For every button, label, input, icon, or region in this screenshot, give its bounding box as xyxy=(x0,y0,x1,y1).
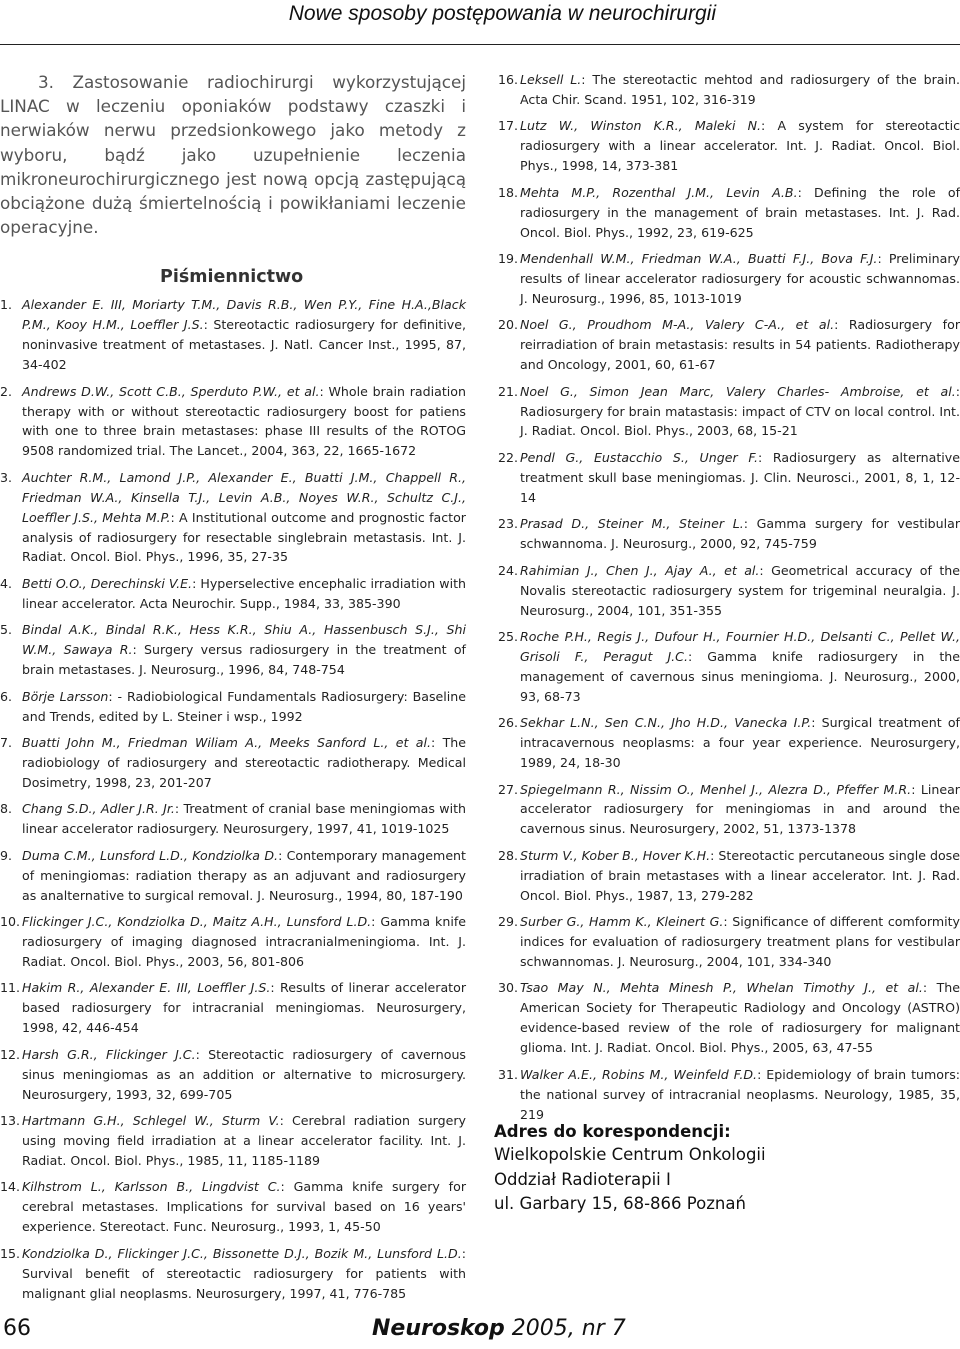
address-line: ul. Garbary 15, 68-866 Poznań xyxy=(494,1194,746,1213)
reference-citation: : Stereotactic percutaneous single dose irradiation of brain metastases with a linear accelerator. Int. J. Rad. Oncol. Biol. Phys., 1987, 13, 279-282 xyxy=(520,847,960,903)
reference-item xyxy=(0,1045,466,1105)
reference-item xyxy=(0,1177,466,1237)
reference-citation: : Gamma knife radiosurgery in the management of cavernous sinus meningioma. J. Neurosurg., 2000, 93, 68-73 xyxy=(520,648,960,704)
reference-text xyxy=(22,1177,466,1237)
reference-number: 23. xyxy=(498,516,519,532)
reference-number: 22. xyxy=(498,449,519,465)
reference-item xyxy=(0,574,466,614)
reference-citation: : - Radiobiological Fundamentals Radiosurgery: Baseline and Trends, edited by L. Steiner i wsp., 1992 xyxy=(22,688,466,724)
reference-text xyxy=(520,249,960,309)
reference-authors: Pendl G., Eustacchio S., Unger F. xyxy=(520,449,758,465)
reference-number: 28. xyxy=(498,847,519,863)
reference-citation: : Survival benefit of stereotactic radiosurgery for patients with malignant glial neoplasms. Neurosurgery, 1997, 41, 776-785 xyxy=(22,1245,466,1301)
reference-authors: Lutz W., Winston K.R., Maleki N. xyxy=(520,118,762,134)
reference-text xyxy=(520,627,960,707)
reference-item xyxy=(498,70,960,110)
intro-paragraph: 3. Zastosowanie radiochirurgi wykorzystującej LINAC w leczeniu oponiaków podstawy czaszki i nerwiaków nerwu przedsionkowego jako metody z wyboru, bądź jako uzupełnienie leczenia mikroneurochirurgicznego jest nową opcją zastępującą obciążone dużą śmiertelnością i powikłaniami leczenie operacyjne. xyxy=(0,72,466,238)
reference-authors: Flickinger J.C., Kondziolka D., Maitz A.H., Lunsford L.D. xyxy=(22,914,372,930)
reference-authors: Kilhstrom L., Karlsson B., Lingdvist C. xyxy=(22,1179,281,1195)
reference-item xyxy=(498,627,960,707)
reference-citation: : Surgery versus radiosurgery in the treatment of brain metastases. J. Neurosurg., 1996, 84, 748-754 xyxy=(22,642,466,678)
journal-issue: 2005, nr 7 xyxy=(511,1316,626,1341)
reference-number: 2. xyxy=(0,383,13,399)
reference-text xyxy=(22,574,466,614)
reference-number: 19. xyxy=(498,251,519,267)
reference-text xyxy=(22,978,466,1038)
reference-authors: Leksell L. xyxy=(520,72,582,87)
reference-number: 30. xyxy=(498,980,519,996)
reference-citation: : Gamma surgery for vestibular schwannoma. J. Neurosurg., 2000, 92, 745-759 xyxy=(520,516,960,552)
reference-text xyxy=(520,780,960,840)
reference-citation: : Surgical treatment of intracavernous neoplasms: a four year experience. Neurosurgery, 1989, 24, 18-30 xyxy=(520,715,960,771)
reference-authors: Hakim R., Alexander E. III, Loeffler J.S. xyxy=(22,980,271,996)
reference-item xyxy=(0,620,466,680)
correspondence-address xyxy=(494,1120,934,1217)
reference-citation: : Significance of different comformity indices for evaluation of radiosurgery treatment plans for vestibular schwannomas. J. Neurosurg., 2004, 101, 334-340 xyxy=(520,914,960,969)
reference-text xyxy=(22,799,466,839)
reference-authors: Harsh G.R., Flickinger J.C. xyxy=(22,1046,196,1062)
reference-item xyxy=(0,382,466,462)
reference-authors: Sekhar L.N., Sen C.N., Jho H.D., Vanecka I.P. xyxy=(520,715,812,731)
reference-item xyxy=(498,315,960,375)
reference-text xyxy=(520,315,960,375)
reference-citation: : Radiosurgery as alternative treatment skull base meningiomas. J. Clin. Neurosci., 2001, 8, 1, 12-14 xyxy=(520,449,960,505)
reference-item xyxy=(0,468,466,568)
reference-number: 29. xyxy=(498,914,519,930)
reference-number: 24. xyxy=(498,562,519,578)
reference-text xyxy=(22,382,466,462)
reference-authors: Mendenhall W.M., Friedman W.A., Buatti F.J., Bova F.J. xyxy=(520,251,878,267)
reference-number: 6. xyxy=(0,688,13,704)
reference-authors: Surber G., Hamm K., Kleinert G. xyxy=(520,914,724,930)
reference-item xyxy=(498,713,960,773)
reference-text xyxy=(22,846,466,906)
reference-number: 21. xyxy=(498,383,519,399)
reference-citation: : Stereotactic radiosurgery of cavernous sinus meningiomas as an addition or alternative to microsurgery. Neurosurgery, 1993, 32, 699-705 xyxy=(22,1046,466,1102)
reference-text xyxy=(22,912,466,972)
page-number: 66 xyxy=(3,1316,31,1341)
right-column xyxy=(498,70,960,1131)
reference-authors: Andrews D.W., Scott C.B., Sperduto P.W., et al. xyxy=(22,383,320,399)
reference-number: 27. xyxy=(498,781,519,797)
reference-item xyxy=(0,733,466,793)
reference-text xyxy=(22,620,466,680)
reference-number: 25. xyxy=(498,629,519,644)
reference-authors: Betti O.O., Derechinski V.E. xyxy=(22,575,193,591)
reference-authors: Bindal A.K., Bindal R.K., Hess K.R., Shiu A., Hassenbusch S.J., Shi W.M., Sawaya R. xyxy=(22,622,466,658)
reference-number: 7. xyxy=(0,735,13,751)
reference-text xyxy=(22,1244,466,1304)
reference-citation: : Defining the role of radiosurgery in the management of brain metastases. Int. J. Rad. Oncol. Biol. Phys., 1992, 23, 619-625 xyxy=(520,184,960,240)
reference-item xyxy=(0,1244,466,1304)
reference-number: 5. xyxy=(0,622,13,638)
reference-item xyxy=(0,687,466,727)
references-heading: Piśmiennictwo xyxy=(160,267,304,288)
reference-authors: Duma C.M., Lunsford L.D., Kondziolka D. xyxy=(22,847,279,863)
reference-authors: Mehta M.P., Rozenthal J.M., Levin A.B. xyxy=(520,184,798,200)
reference-item xyxy=(498,448,960,508)
reference-number: 12. xyxy=(0,1046,21,1062)
reference-item xyxy=(0,978,466,1038)
reference-text xyxy=(520,978,960,1058)
reference-text xyxy=(22,295,466,375)
reference-citation: : Epidemiology of brain tumors: the national survey of intracranial neoplasms. Neurology, 1985, 35, 219 xyxy=(520,1066,960,1122)
reference-number: 3. xyxy=(0,469,13,485)
reference-authors: Noel G., Proudhom M-A., Valery C-A., et al. xyxy=(520,317,835,333)
reference-number: 1. xyxy=(0,297,13,313)
reference-text xyxy=(520,514,960,554)
reference-authors: Roche P.H., Regis J., Dufour H., Fournier H.D., Delsanti C., Pellet W., Grisoli F., Peragut J.C. xyxy=(520,629,960,664)
reference-authors: Chang S.D., Adler J.R. Jr. xyxy=(22,801,175,817)
reference-item xyxy=(498,514,960,554)
journal-footer xyxy=(372,1316,626,1341)
reference-text xyxy=(520,183,960,243)
reference-number: 10. xyxy=(0,914,21,930)
reference-text xyxy=(520,561,960,621)
reference-number: 17. xyxy=(498,118,519,134)
reference-citation: : Cerebral radiation surgery using moving field irradiation at a linear accelerator facility. Int. J. Radiat. Oncol. Biol. Phys., 1985, 11, 1185-1189 xyxy=(22,1113,466,1168)
reference-citation: : Contemporary management of meningiomas: radiation therapy as an adjuvant and radiosurgery as analternative to surgical removal. J. Neurosurg., 1994, 80, 187-190 xyxy=(22,847,466,903)
reference-citation: : Gamma knife surgery for cerebral metastases. Implications for survival based on 16 years' experience. Stereotact. Func. Neurosurg., 1993, 1, 45-50 xyxy=(22,1179,466,1235)
reference-authors: Sturm V., Kober B., Hover K.H. xyxy=(520,847,711,863)
reference-item xyxy=(0,912,466,972)
reference-item xyxy=(498,1065,960,1125)
reference-number: 8. xyxy=(0,801,13,817)
reference-item xyxy=(498,978,960,1058)
reference-citation: : Whole brain radiation therapy with or without stereotactic radiosurgery boost for patiens with one to three brain metastases: phase III results of the ROTOG 9508 randomized trial. The Lancet., 2004, 363, 22, 1665-1672 xyxy=(22,383,466,459)
reference-number: 4. xyxy=(0,575,13,591)
reference-number: 16. xyxy=(498,72,519,87)
reference-citation: : The American Society for Therapeutic Radiology and Oncology (ASTRO) evidence-based review of the role of radiosurgery for malignant glioma. Int. J. Radiat. Oncol. Biol. Phys., 2005, 63, 47-55 xyxy=(520,980,960,1056)
reference-number: 11. xyxy=(0,980,21,996)
reference-text xyxy=(22,1111,466,1171)
header-title: Nowe sposoby postępowania w neurochirurgii xyxy=(288,2,716,25)
reference-authors: Tsao May N., Mehta Minesh P., Whelan Timothy J., et al. xyxy=(520,980,923,996)
reference-citation: : Treatment of cranial base meningiomas with linear accelerator radiosurgery. Neurosurgery, 1997, 41, 1019-1025 xyxy=(22,801,466,837)
reference-authors: Walker A.E., Robins M., Weinfeld F.D. xyxy=(520,1066,758,1082)
reference-number: 14. xyxy=(0,1179,21,1195)
reference-citation: : Linear accelerator radiosurgery for meningiomas in and around the cavernous sinus. Neurosurgery, 2002, 51, 1373-1378 xyxy=(520,781,960,837)
reference-text xyxy=(520,448,960,508)
reference-authors: Kondziolka D., Flickinger J.C., Bissonette D.J., Bozik M., Lunsford L.D. xyxy=(22,1245,462,1261)
reference-item xyxy=(498,116,960,176)
address-title: Adres do korespondencji: xyxy=(494,1122,731,1141)
reference-text xyxy=(520,912,960,972)
reference-text xyxy=(520,713,960,773)
reference-authors: Alexander E. III, Moriarty T.M., Davis R.B., Wen P.Y., Fine H.A.,Black P.M., Kooy H.M., Loeffler J.S. xyxy=(22,297,466,333)
reference-authors: Börje Larsson xyxy=(22,688,109,704)
reference-item xyxy=(498,183,960,243)
reference-number: 15. xyxy=(0,1245,21,1261)
reference-citation: : A system for stereotactic radiosurgery with a linear accelerator. Int. J. Radiat. Oncol. Biol. Phys., 1998, 14, 373-381 xyxy=(520,118,960,174)
left-column xyxy=(0,70,466,1310)
reference-number: 20. xyxy=(498,317,519,333)
reference-authors: Noel G., Simon Jean Marc, Valery Charles- Ambroise, et al. xyxy=(520,383,956,399)
reference-number: 26. xyxy=(498,715,519,731)
reference-text xyxy=(520,1065,960,1125)
address-line: Wielkopolskie Centrum Onkologii xyxy=(494,1145,766,1164)
reference-item xyxy=(498,912,960,972)
reference-authors: Spiegelmann R., Nissim O., Menhel J., Alezra D., Pfeffer M.R. xyxy=(520,781,912,797)
reference-citation: : The radiobiology of radiosurgery and stereotactic radiotherapy. Medical Dosimetry, 1998, 23, 201-207 xyxy=(22,735,466,790)
reference-text xyxy=(520,116,960,176)
reference-citation: : Stereotactic radiosurgery for definitive, noninvasive treatment of metastases. J. Natl. Cancer Inst., 1995, 87, 34-402 xyxy=(22,317,466,373)
reference-number: 13. xyxy=(0,1113,21,1129)
reference-text xyxy=(22,468,466,568)
reference-text xyxy=(520,382,960,442)
reference-text xyxy=(22,1045,466,1105)
reference-citation: : Results of linerar accelerator based radiosurgery for intracranial meningiomas. Neurosurgery, 1998, 42, 446-454 xyxy=(22,980,467,1036)
reference-item xyxy=(0,799,466,839)
reference-item xyxy=(498,561,960,621)
reference-authors: Buatti John M., Friedman Wiliam A., Meeks Sanford L., et al. xyxy=(22,735,431,751)
reference-authors: Auchter R.M., Lamond J.P., Alexander E., Buatti J.M., Chappell R., Friedman W.A., Kinsella T.J., Levin A.B., Noyes W.R., Schultz C.J., Loeffler J.S., Mehta M.P. xyxy=(22,469,466,525)
reference-item xyxy=(498,249,960,309)
reference-item xyxy=(0,1111,466,1171)
reference-item xyxy=(0,846,466,906)
reference-text xyxy=(520,70,960,110)
reference-text xyxy=(22,733,466,793)
reference-citation: : A Institutional outcome and prognostic factor analysis of radiosurgery for resectable singlebrain metastasis. Int. J. Radiat. Oncol. Biol. Phys., 1996, 35, 27-35 xyxy=(22,509,466,565)
reference-text xyxy=(22,687,466,727)
reference-item xyxy=(498,780,960,840)
reference-item xyxy=(0,295,466,375)
reference-citation: : Radiosurgery for brain matastasis: impact of CTV on local control. Int. J. Radiat. Oncol. Biol. Phys., 2003, 68, 15-21 xyxy=(520,383,960,439)
address-line: Oddział Radioterapii I xyxy=(494,1169,671,1189)
reference-number: 18. xyxy=(498,184,519,200)
reference-authors: Prasad D., Steiner M., Steiner L. xyxy=(520,516,744,532)
reference-number: 31. xyxy=(498,1066,519,1082)
reference-item xyxy=(498,382,960,442)
reference-citation: : Gamma knife radiosurgery of imaging diagnosed intracranialmeningioma. Int. J. Radiat. Oncol. Biol. Phys., 2003, 56, 801-806 xyxy=(22,914,467,969)
reference-item xyxy=(498,846,960,906)
reference-citation: : Preliminary results of linear accelerator radiosurgery for acoustic schwannomas. J. Neurosurg., 1996, 85, 1013-1019 xyxy=(520,251,960,306)
references-list-right xyxy=(498,70,960,1124)
page-header xyxy=(0,0,960,45)
journal-name: Neuroskop xyxy=(372,1316,505,1341)
reference-citation: : Hyperselective encephalic irradiation with linear accelerator. Acta Neurochir. Supp., 1984, 33, 385-390 xyxy=(22,575,466,611)
reference-citation: : Geometrical accuracy of the Novalis stereotactic radiosurgery system for trigeminal neuralgia. J. Neurosurg., 2004, 101, 351-355 xyxy=(520,562,960,618)
reference-citation: : Radiosurgery for reirradiation of brain metastasis: results in 54 patients. Radiotherapy and Oncology, 2001, 60, 61-67 xyxy=(520,317,960,373)
reference-number: 9. xyxy=(0,847,13,863)
reference-authors: Hartmann G.H., Schlegel W., Sturm V. xyxy=(22,1113,280,1129)
reference-authors: Rahimian J., Chen J., Ajay A., et al. xyxy=(520,562,760,578)
reference-text xyxy=(520,846,960,906)
reference-citation: : The stereotactic mehtod and radiosurgery of the brain. Acta Chir. Scand. 1951, 102, 316-319 xyxy=(520,72,960,107)
references-list-left xyxy=(0,295,466,1303)
